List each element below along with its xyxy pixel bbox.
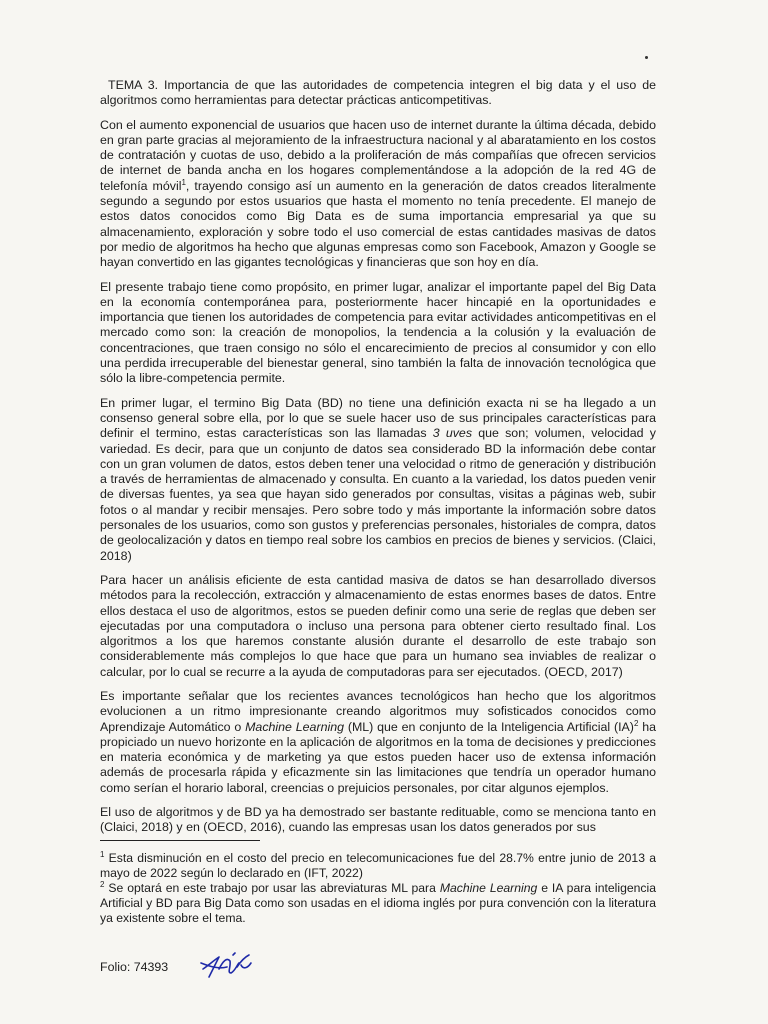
paragraph-5: [100, 689, 656, 796]
footnote-ref-1: 1: [181, 177, 186, 187]
paragraph-1: [100, 118, 656, 271]
p3-text-b: que son; volumen, velocidad y variedad. Es decir, para que un conjunto de datos sea considerado BD la información debe contar con un gran volumen de datos, estos deben tener una velocidad o ritmo de generación y distribución a través de herramientas de almacenado y consulta. En cuanto a la variedad, los datos pueden venir de diversas fuentes, ya sea que hayan sido generados por consultas, visitas a páginas web, subir fotos o al mandar y recibir mensajes. Pero sobre todo y más importante la información sobre datos personales de los usuarios, como son gustos y preferencias personales, historiales de compra, datos de geolocalización y datos en tiempo real sobre los cambios en precios de bienes y servicios. (Claici, 2018): [100, 426, 656, 563]
p1-text-a: Con el aumento exponencial de usuarios que hacen uso de internet durante la última década, debido en gran parte gracias al mejoramiento de la infraestructura nacional y al abaratamiento en los costos de contratación y cuotas de uso, debido a la proliferación de más compañías que ofrecen servicios de internet de banda ancha en los hogares complementándose a la adopción de la red 4G de telefonía móvil: [100, 117, 656, 193]
p5-text-a: Es importante señalar que los recientes avances tecnológicos han hecho que los algoritmos evolucionen a un ritmo impresionante creando algoritmos muy sofisticados conocidos como Aprendizaje Automático o: [100, 688, 656, 734]
folio-number: Folio: 74393: [100, 960, 169, 974]
paragraph-4: Para hacer un análisis eficiente de esta cantidad masiva de datos se han desarrollado diversos métodos para la recolección, extracción y almacenamiento de estas enormes bases de datos. Entre ellos destaca el uso de algoritmos, estos se pueden definir como una serie de reglas que deben ser ejecutadas por una computadora o incluso una persona para obtener cierto resultado final. Los algoritmos a los que haremos constante alusión durante el desarrollo de este trabajo son considerablemente más complejos lo que hace que para un humano sea inviables de realizar o calcular, por lo cual se recurre a la ayuda de computadoras para ser ejecutados. (OECD, 2017): [100, 572, 656, 679]
p3-text-a: En primer lugar, el termino Big Data (BD) no tiene una definición exacta ni se ha llegado a un consenso general sobre ella, por lo que se suele hacer uso de sus principales características para definir el termino, estas características son las llamadas: [100, 395, 656, 441]
footnote-ref-2: 2: [633, 718, 639, 728]
stray-mark: [645, 56, 648, 59]
footnote-1-mark: 1: [100, 849, 105, 859]
footnote-2-mark: 2: [100, 879, 105, 889]
p5-text-b: (ML) que en conjunto de la Inteligencia Artificial (IA): [344, 719, 634, 734]
footnote-2: [100, 881, 656, 926]
body-text: [100, 78, 656, 845]
p3-emphasis: 3 uves: [432, 426, 473, 441]
paragraph-2: El presente trabajo tiene como propósito, en primer lugar, analizar el importante papel del Big Data en la economía contemporánea para, posteriormente hacer hincapié en la oportunidades e importancia que tienen los autoridades de competencia para evitar actividades anticompetitivas en el mercado como son: la creación de monopolios, la tendencia a la colusión y la evaluación de concentraciones, que traen consigo no sólo el encarecimiento de precios al consumidor y con ello una perdida irrecuperable del bienestar general, sino también la falta de innovación tecnológica que sólo la libre-competencia permite.: [100, 279, 656, 386]
footnote-2-emphasis: Machine Learning: [439, 881, 538, 895]
paragraph-3: [100, 396, 656, 564]
section-heading: TEMA 3. Importancia de que las autoridades de competencia integren el big data y el uso de algoritmos como herramientas para detectar prácticas anticompetitivas.: [100, 78, 656, 108]
paragraph-6: El uso de algoritmos y de BD ya ha demostrado ser bastante redituable, como se menciona tanto en (Claici, 2018) y en (OECD, 2016), cuando las empresas usan los datos generados por sus: [100, 805, 656, 835]
footnote-2-text-b: e IA para inteligencia Artificial y BD para Big Data como son usadas en el idioma inglés por pura convención con la literatura ya existente sobre el tema.: [100, 881, 656, 925]
p5-text-c: ha propiciado un nuevo horizonte en la aplicación de algoritmos en la toma de decisiones y predicciones en materia económica y de marketing ya que estos pueden hacer uso de extensa información además de procesarla rápida y eficazmente sin las limitaciones que tendría un operador humano como serían el horario laboral, creencias o prejuicios personales, por citar algunos ejemplos.: [100, 719, 656, 795]
footnote-separator: [100, 840, 260, 841]
page-footer: [100, 960, 168, 974]
handwritten-signature: [197, 947, 257, 983]
p1-text-b: , trayendo consigo así un aumento en la generación de datos creados literalmente segundo a segundo por estos usuarios que hasta el momento no tenía precedente. El manejo de estos datos conocidos como Big Data es de suma importancia empresarial ya que su almacenamiento, exploración y sobre todo el uso comercial de estas cantidades masivas de datos por medio de algoritmos ha hecho que algunas empresas como son Facebook, Amazon y Google se hayan convertido en las gigantes tecnológicas y financieras que son hoy en día.: [100, 178, 656, 270]
footnote-1: [100, 851, 656, 881]
footnote-2-text-a: Se optará en este trabajo por usar las abreviaturas ML para: [104, 881, 440, 895]
footnotes: [100, 851, 656, 926]
footnote-1-text: Esta disminución en el costo del precio en telecomunicaciones fue del 28.7% entre junio de 2013 a mayo de 2022 según lo declarado en (IFT, 2022): [100, 851, 656, 880]
p5-emphasis: Machine Learning: [245, 719, 344, 734]
